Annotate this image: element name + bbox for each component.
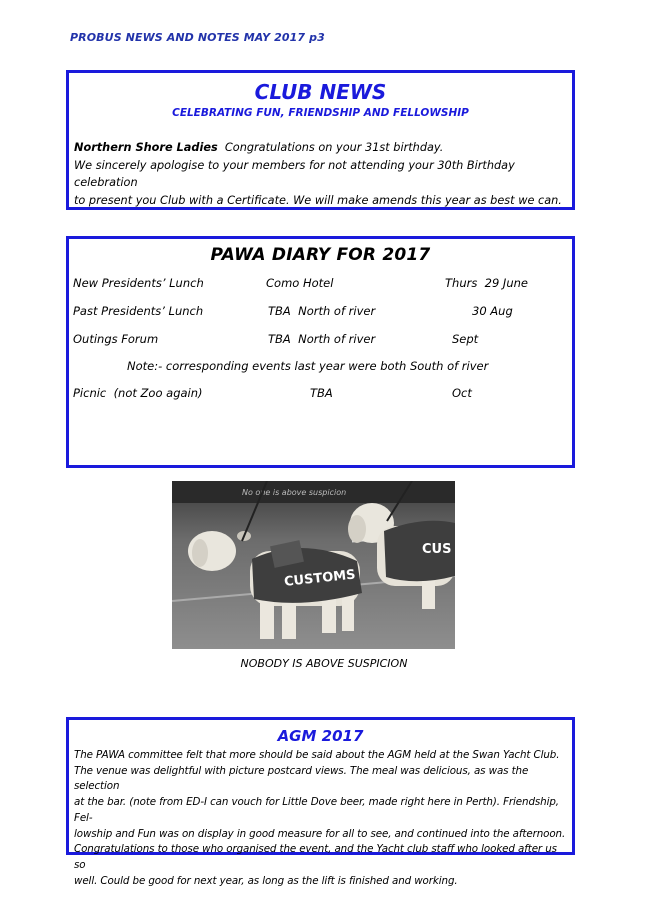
agm-title: AGM 2017 xyxy=(277,727,364,745)
photo-top-text: No one is above suspicion xyxy=(242,488,347,497)
diary-row-4-venue: TBA xyxy=(310,386,333,400)
agm-line-3: at the bar. (note from ED-I can vouch for Little Dove beer, made right here in Perth). Friendship, Fel- xyxy=(74,796,559,824)
agm-line-2: The venue was delightful with picture postcard views. The meal was delicious, as was the selection xyxy=(74,764,529,793)
photo-caption: NOBODY IS ABOVE SUSPICION xyxy=(240,657,408,670)
diary-row-1-date: Thurs 29 June xyxy=(445,276,528,290)
agm-line-1: The PAWA committee felt that more should be said about the AGM held at the Swan Yacht Club. xyxy=(74,749,560,761)
club-news-line-2: We sincerely apologise to your members for not attending your 30th Birthday celebration xyxy=(74,158,515,189)
diary-title: PAWA DIARY FOR 2017 xyxy=(210,245,431,265)
diary-row-3-venue: TBA North of river xyxy=(268,332,376,346)
diary-row-2-venue: TBA North of river xyxy=(268,304,376,318)
diary-note: Note:- corresponding events last year were both South of river xyxy=(127,359,489,373)
diary-row-4-date: Oct xyxy=(452,386,472,400)
agm-line-4: lowship and Fun was on display in good measure for all to see, and continued into the afternoon. xyxy=(74,827,566,840)
customs-dogs-photo xyxy=(172,481,455,649)
diary-row-2-date: 30 Aug xyxy=(472,304,513,318)
diary-row-1-event: New Presidents’ Lunch xyxy=(73,276,204,290)
agm-box xyxy=(66,717,575,887)
club-news-title: CLUB NEWS xyxy=(254,80,387,104)
left-vest-text: CUSTOMS xyxy=(283,567,357,590)
club-news-box xyxy=(66,70,575,210)
agm-body xyxy=(74,748,571,889)
club-news-line-1-rest: Congratulations on your 31st birthday. xyxy=(217,141,444,154)
diary-row-2-event: Past Presidents’ Lunch xyxy=(73,304,204,318)
club-news-body xyxy=(74,139,569,209)
diary-row-4-event: Picnic (not Zoo again) xyxy=(73,386,203,400)
right-vest-text: CUS xyxy=(422,542,452,557)
diary-row-1-venue: Como Hotel xyxy=(266,276,334,290)
diary-box xyxy=(66,236,575,468)
club-news-subtitle: CELEBRATING FUN, FRIENDSHIP AND FELLOWSHIP xyxy=(172,107,469,119)
club-name: Northern Shore Ladies xyxy=(74,141,218,154)
agm-line-6: well. Could be good for next year, as long as the lift is finished and working. xyxy=(74,874,458,887)
club-news-line-3: to present you Club with a Certificate. We will make amends this year as best we can. xyxy=(74,193,562,207)
agm-line-5: Congratulations to those who organised the event, and the Yacht club staff who looked after us so xyxy=(74,843,557,871)
club-news-line-1 xyxy=(74,139,569,157)
diary-row-3-date: Sept xyxy=(452,332,479,346)
page-header: PROBUS NEWS AND NOTES MAY 2017 p3 xyxy=(70,31,325,44)
diary-row-3-event: Outings Forum xyxy=(73,332,159,346)
